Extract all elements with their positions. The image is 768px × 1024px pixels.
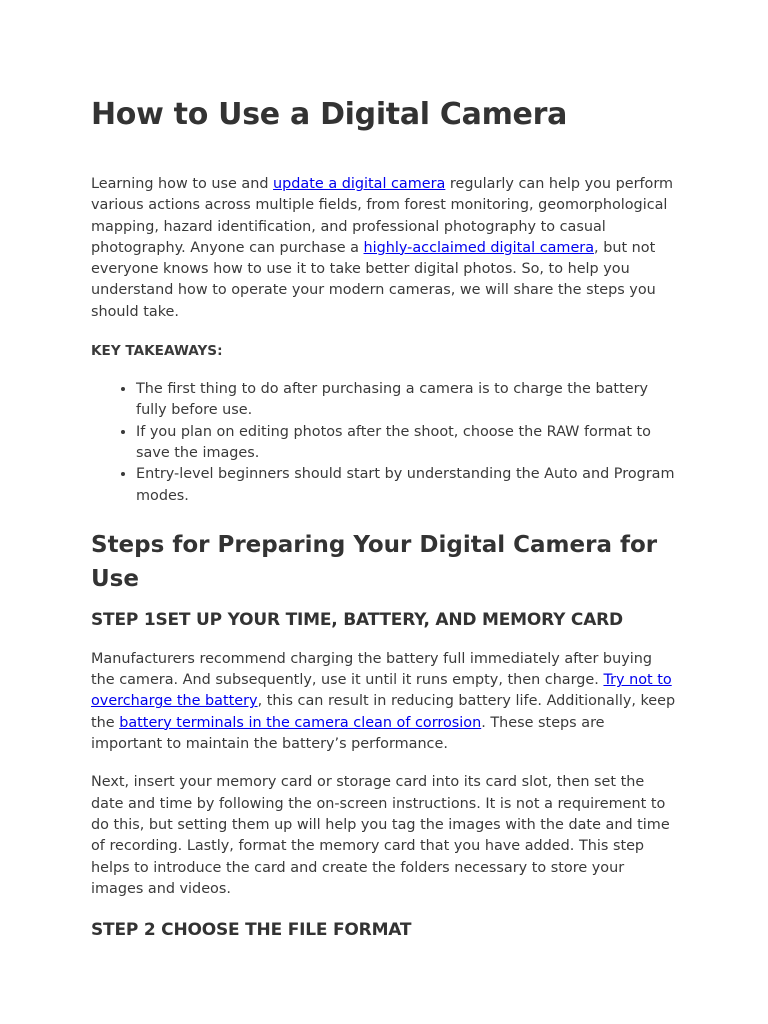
- takeaway-item: • If you plan on editing photos after the shoot, choose the RAW format to save the images.: [136, 422, 678, 465]
- step1-text-3: . These steps are important to maintain the battery’s performance.: [91, 714, 605, 753]
- step1-text-1: Manufacturers recommend charging the battery full immediately after buying the camera. And subsequently, use it until it runs empty, then charge.: [91, 650, 652, 689]
- intro-text-3: , but not everyone knows how to use it to take better digital photos. So, to help you understand how to operate your modern cameras, we will share the steps you should take.: [91, 239, 656, 320]
- step2-heading: STEP 2 CHOOSE THE FILE FORMAT: [91, 920, 412, 941]
- update-digital-camera-link[interactable]: update a digital camera: [273, 176, 446, 192]
- highly-acclaimed-camera-link[interactable]: highly-acclaimed digital camera: [363, 239, 595, 256]
- takeaway-item: • Entry-level beginners should start by understanding the Auto and Program modes.: [136, 464, 678, 507]
- key-takeaways-label: KEY TAKEAWAYS:: [91, 343, 223, 360]
- key-takeaways-list: [91, 379, 678, 507]
- overcharge-battery-link[interactable]: Try not to overcharge the battery: [91, 672, 672, 710]
- takeaway-item: • The first thing to do after purchasing a camera is to charge the battery fully before use.: [136, 379, 678, 422]
- article-title: How to Use a Digital Camera: [91, 97, 568, 132]
- intro-text-2: regularly can help you perform various actions across multiple fields, from forest monitoring, geomorphological mapping, hazard identification, and professional photography to casual photography. Anyone can purchase a: [91, 176, 674, 256]
- step1-heading: STEP 1SET UP YOUR TIME, BATTERY, AND MEMORY CARD: [91, 609, 623, 630]
- intro-text-1: Learning how to use and: [91, 176, 274, 192]
- intro-paragraph: [91, 174, 678, 323]
- battery-terminals-link[interactable]: battery terminals in the camera clean of corrosion: [119, 714, 482, 731]
- step1-paragraph-2: Next, insert your memory card or storage card into its card slot, then set the date and time by following the on-screen instructions. It is not a requirement to do this, but setting them up will help you tag the images with the date and time of recording. Lastly, format the memory card that you have added. This step helps to introduce the card and create the folders necessary to store your images and videos.: [91, 774, 670, 897]
- step1-paragraph-1: [91, 649, 678, 755]
- section-heading: Steps for Preparing Your Digital Camera for Use: [91, 531, 658, 592]
- step1-text-2: , this can result in reducing battery life. Additionally, keep the: [91, 693, 676, 731]
